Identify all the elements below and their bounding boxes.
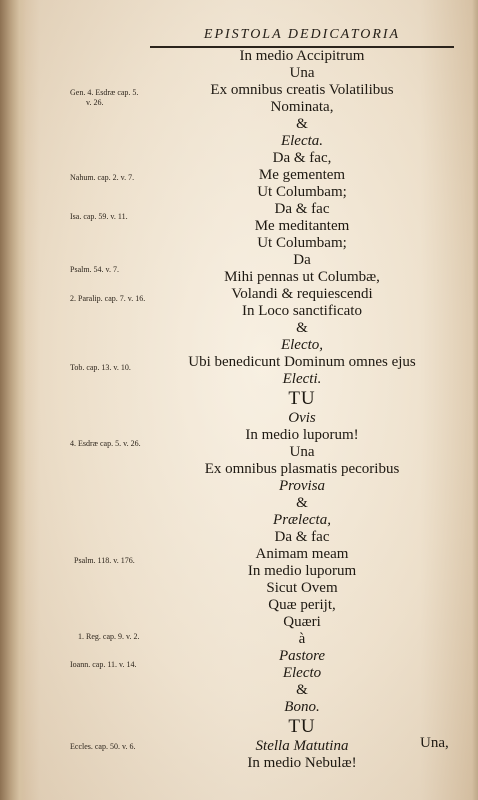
text-line: Ut Columbam; bbox=[257, 184, 347, 200]
text-line: In medio Accipitrum bbox=[239, 48, 365, 64]
running-title: EPISTOLA DEDICATORIA bbox=[203, 27, 401, 42]
text-line: Provisa bbox=[278, 478, 326, 494]
text-line: Mihi pennas ut Columbæ, bbox=[224, 269, 380, 285]
text-line: Electo, bbox=[280, 337, 324, 353]
text-line: & bbox=[296, 495, 308, 511]
text-line: Ubi benedicunt Dominum omnes ejus bbox=[188, 354, 416, 370]
margin-reference: Eccles. cap. 50. v. 6. bbox=[70, 742, 136, 751]
margin-reference: 1. Reg. cap. 9. v. 2. bbox=[78, 632, 140, 641]
text-line: Da & fac, bbox=[272, 150, 332, 166]
text-line: Prælecta, bbox=[273, 512, 331, 528]
text-line: Me gementem bbox=[258, 167, 346, 183]
text-line: Da & fac bbox=[274, 529, 330, 545]
margin-reference: 2. Paralip. cap. 7. v. 16. bbox=[70, 294, 146, 303]
text-line: Electi. bbox=[282, 371, 322, 387]
text-line: Sicut Ovem bbox=[266, 580, 338, 596]
text-line: & bbox=[296, 682, 308, 698]
text-line: Una bbox=[289, 444, 315, 460]
text-line: Nominata, bbox=[270, 99, 334, 115]
dedication-text-column bbox=[150, 48, 454, 772]
text-line: Quæ perijt, bbox=[268, 597, 336, 613]
text-line: à bbox=[298, 631, 306, 647]
page-fore-edge bbox=[472, 0, 478, 800]
text-line: Animam meam bbox=[255, 546, 349, 562]
margin-reference: Gen. 4. Esdræ cap. 5. bbox=[70, 88, 139, 97]
margin-references bbox=[0, 0, 150, 800]
text-line: In medio Nebulæ! bbox=[247, 755, 357, 771]
text-line: Ovis bbox=[288, 410, 316, 426]
margin-reference: Ioann. cap. 11. v. 14. bbox=[70, 660, 137, 669]
text-line: Ut Columbam; bbox=[257, 235, 347, 251]
text-line: In medio luporum! bbox=[245, 427, 359, 443]
text-line: Electa. bbox=[280, 133, 324, 149]
text-line: Una bbox=[289, 65, 315, 81]
text-line: Bono. bbox=[284, 699, 320, 715]
text-line: & bbox=[296, 116, 308, 132]
text-line: Electo bbox=[282, 665, 322, 681]
text-line: TU bbox=[288, 388, 316, 409]
text-line: & bbox=[296, 320, 308, 336]
text-line: TU bbox=[288, 716, 316, 737]
catchword: Una, bbox=[420, 735, 449, 751]
margin-reference: Isa. cap. 59. v. 11. bbox=[70, 212, 128, 221]
text-line: Quæri bbox=[283, 614, 321, 630]
text-line: Pastore bbox=[278, 648, 326, 664]
text-line: In Loco sanctificato bbox=[242, 303, 362, 319]
margin-reference: v. 26. bbox=[86, 98, 104, 107]
text-line: Da bbox=[293, 252, 311, 268]
margin-reference: Tob. cap. 13. v. 10. bbox=[70, 363, 131, 372]
text-line: Da & fac bbox=[274, 201, 330, 217]
text-line: In medio luporum bbox=[247, 563, 357, 579]
running-header bbox=[150, 22, 454, 48]
margin-reference: Psalm. 118. v. 176. bbox=[74, 556, 135, 565]
margin-reference: Nahum. cap. 2. v. 7. bbox=[70, 173, 135, 182]
text-line: Ex omnibus plasmatis pecoribus bbox=[204, 461, 400, 477]
margin-reference: Psalm. 54. v. 7. bbox=[70, 265, 120, 274]
text-line: Me meditantem bbox=[254, 218, 350, 234]
text-line: Stella Matutina bbox=[255, 738, 349, 754]
text-line: Ex omnibus creatis Volatilibus bbox=[210, 82, 394, 98]
text-line: Volandi & requiescendi bbox=[231, 286, 373, 302]
margin-reference: 4. Esdræ cap. 5. v. 26. bbox=[70, 439, 141, 448]
